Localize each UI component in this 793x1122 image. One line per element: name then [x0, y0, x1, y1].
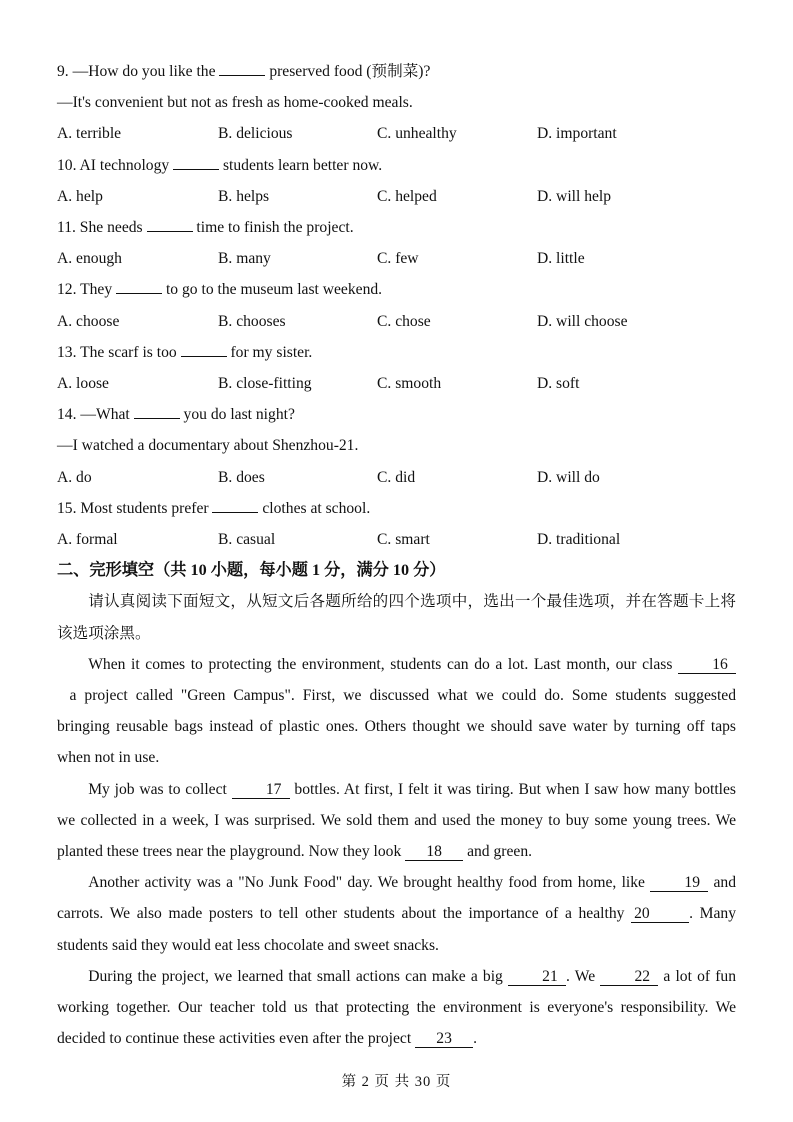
- cloze-passage: [57, 649, 736, 1055]
- passage-line: a project called "Green Campus". First, we discussed what we could do. Some students suggested: [69, 687, 736, 705]
- option-b: B. helps: [218, 187, 270, 205]
- question-line: —It's convenient but not as fresh as home-cooked meals.: [57, 94, 413, 112]
- passage-line: we collected in a week, I was surprised. We sold them and used the money to buy some young trees. We: [57, 811, 736, 829]
- option-a: A. loose: [57, 375, 109, 393]
- option-d: D. important: [537, 125, 617, 143]
- option-d: D. soft: [537, 375, 580, 393]
- option-b: B. does: [218, 468, 265, 486]
- question-line: 12. They to go to the museum last weekend.: [57, 281, 383, 299]
- options-row: [57, 524, 736, 555]
- option-c: C. helped: [377, 187, 437, 205]
- passage-line: planted these trees near the playground. Now they look 18 and green.: [57, 843, 533, 861]
- blank-20: 20: [631, 906, 689, 923]
- option-a: A. do: [57, 468, 92, 486]
- options-row: [57, 243, 736, 274]
- options-row: [57, 181, 736, 212]
- option-b: B. casual: [218, 531, 276, 549]
- option-c: C. did: [377, 468, 416, 486]
- option-a: A. help: [57, 187, 103, 205]
- blank-23: 23: [415, 1031, 473, 1048]
- option-d: D. will do: [537, 468, 600, 486]
- question-line: 13. The scarf is too for my sister.: [57, 343, 313, 361]
- blank: [116, 293, 162, 294]
- instruction-line: 该选项涂黑。: [57, 624, 151, 642]
- page-footer: 第 2 页 共 30 页: [341, 1073, 452, 1090]
- options-row: [57, 462, 736, 493]
- question-line: 11. She needs time to finish the project.: [57, 219, 354, 237]
- passage-line: Another activity was a "No Junk Food" day. We brought healthy food from home, like 19 and: [88, 874, 736, 892]
- option-c: C. few: [377, 250, 419, 268]
- blank: [173, 169, 219, 170]
- blank: [147, 231, 193, 232]
- question-line: 10. AI technology students learn better now.: [57, 156, 383, 174]
- blank-21: 21: [508, 969, 566, 986]
- passage-line: when not in use.: [57, 749, 160, 767]
- question-line: 9. —How do you like the preserved food (预制菜)?: [57, 63, 431, 80]
- option-c: C. chose: [377, 312, 431, 330]
- passage-line: During the project, we learned that small actions can make a big 21 . We 22 a lot of fun: [88, 967, 736, 985]
- option-b: B. close-fitting: [218, 375, 312, 393]
- option-d: D. will choose: [537, 312, 628, 330]
- option-d: D. little: [537, 250, 585, 268]
- option-b: B. delicious: [218, 125, 293, 143]
- option-a: A. terrible: [57, 125, 122, 143]
- blank-22: 22: [600, 969, 658, 986]
- passage-line: carrots. We also made posters to tell other students about the importance of a healthy 20 . Many: [57, 905, 736, 923]
- option-a: A. formal: [57, 531, 118, 549]
- blank: [219, 75, 265, 76]
- option-b: B. many: [218, 250, 271, 268]
- option-b: B. chooses: [218, 312, 286, 330]
- option-a: A. enough: [57, 250, 122, 268]
- passage-line: bringing reusable bags instead of plastic ones. Others thought we should save water by turning off taps: [57, 718, 736, 736]
- options-row: [57, 118, 736, 149]
- question-line: 15. Most students prefer clothes at school.: [57, 499, 371, 517]
- options-row: [57, 368, 736, 399]
- question-list: [57, 56, 736, 555]
- options-row: [57, 306, 736, 337]
- passage-line: students said they would eat less chocolate and sweet snacks.: [57, 936, 439, 954]
- passage-line: decided to continue these activities even after the project 23 .: [57, 1030, 477, 1048]
- section-two-instructions: [57, 586, 736, 648]
- question-line: —I watched a documentary about Shenzhou-21.: [57, 437, 359, 455]
- blank: [181, 356, 227, 357]
- option-c: C. unhealthy: [377, 125, 457, 143]
- passage-line: working together. Our teacher told us that protecting the environment is everyone's responsibility. We: [57, 999, 736, 1017]
- option-c: C. smart: [377, 531, 430, 549]
- passage-line: My job was to collect 17 bottles. At first, I felt it was tiring. But when I saw how many bottles: [88, 780, 736, 798]
- question-line: 14. —What you do last night?: [57, 406, 295, 424]
- blank-17: 17: [232, 782, 290, 799]
- instruction-line: 请认真阅读下面短文，从短文后各题所给的四个选项中，选出一个最佳选项，并在答题卡上将: [88, 593, 736, 611]
- option-d: D. will help: [537, 187, 612, 205]
- option-a: A. choose: [57, 312, 120, 330]
- section-two-heading: 二、完形填空（共 10 小题，每小题 1 分，满分 10 分）: [57, 561, 446, 580]
- option-d: D. traditional: [537, 531, 621, 549]
- blank: [134, 418, 180, 419]
- blank-19: 19: [650, 875, 708, 892]
- blank: [212, 512, 258, 513]
- option-c: C. smooth: [377, 375, 442, 393]
- blank-18: 18: [405, 844, 463, 861]
- blank-16: 16: [678, 657, 736, 674]
- passage-line: When it comes to protecting the environment, students can do a lot. Last month, our class 16: [57, 649, 736, 680]
